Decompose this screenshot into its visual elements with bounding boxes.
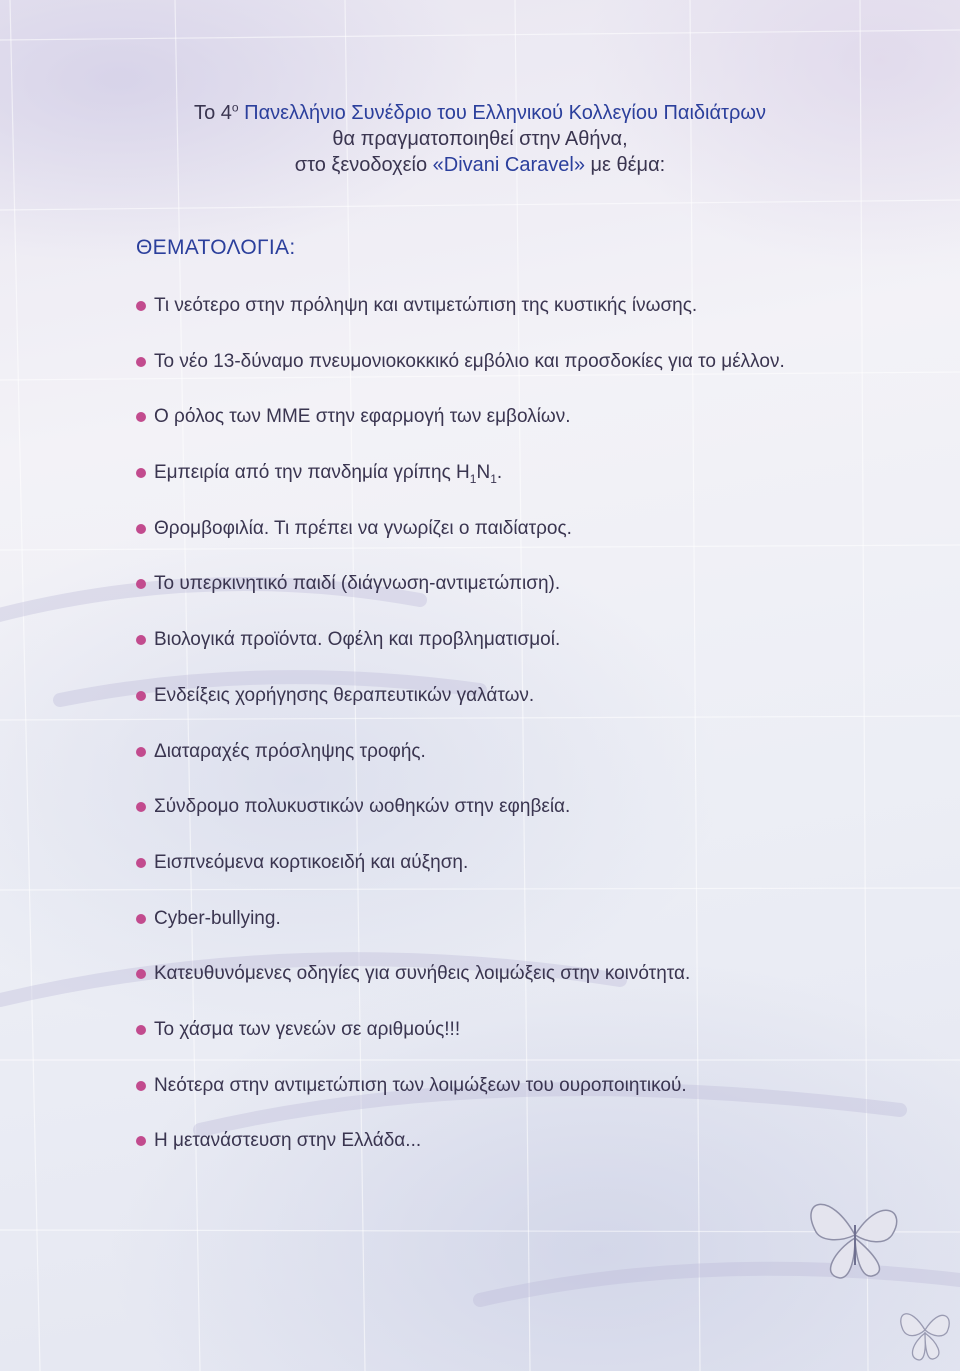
list-item bbox=[136, 1128, 916, 1184]
topic-text: Διαταραχές πρόσληψης τροφής. bbox=[154, 740, 426, 762]
congress-name: Πανελλήνιο Συνέδριο του Ελληνικού Κολλεγίου Παιδιάτρων bbox=[238, 102, 766, 124]
bullet-icon bbox=[136, 524, 146, 534]
bullet-icon bbox=[136, 468, 146, 478]
intro-text bbox=[0, 100, 960, 178]
topic-text: Σύνδρομο πολυκυστικών ωοθηκών στην εφηβεία. bbox=[154, 796, 571, 818]
bullet-icon bbox=[136, 858, 146, 868]
list-item bbox=[136, 961, 916, 1017]
bullet-icon bbox=[136, 412, 146, 422]
topic-text: Κατευθυνόμενες οδηγίες για συνήθεις λοιμώξεις στην κοινότητα. bbox=[154, 963, 691, 985]
bullet-icon bbox=[136, 802, 146, 812]
bullet-icon bbox=[136, 969, 146, 979]
intro-line-1 bbox=[0, 100, 960, 126]
bullet-icon bbox=[136, 1136, 146, 1146]
topics-heading: ΘΕΜΑΤΟΛΟΓΙΑ: bbox=[136, 236, 296, 259]
list-item bbox=[136, 460, 916, 516]
list-item bbox=[136, 349, 916, 405]
intro-line-1-prefix: Το 4 bbox=[194, 102, 232, 124]
list-item bbox=[136, 627, 916, 683]
topic-text-mid: Ν bbox=[476, 462, 491, 484]
bullet-icon bbox=[136, 747, 146, 757]
intro-line-3-prefix: στο ξενοδοχείο bbox=[294, 154, 433, 176]
topic-text: Ενδείξεις χορήγησης θεραπευτικών γαλάτων. bbox=[154, 684, 535, 706]
butterfly-small-icon bbox=[895, 1300, 955, 1365]
topic-text: Τι νεότερο στην πρόληψη και αντιμετώπιση της κυστικής ίνωσης. bbox=[154, 295, 698, 316]
topic-text: Cyber-bullying. bbox=[154, 907, 281, 929]
bullet-icon bbox=[136, 635, 146, 645]
bullet-icon bbox=[136, 357, 146, 367]
intro-line-2: θα πραγματοποιηθεί στην Αθήνα, bbox=[332, 128, 628, 150]
intro-line-3 bbox=[0, 152, 960, 178]
bullet-icon bbox=[136, 579, 146, 589]
subscript: 1 bbox=[469, 471, 477, 486]
topic-text: Το νέο 13-δύναμο πνευμονιοκοκκικό εμβόλιο και προσδοκίες για το μέλλον. bbox=[154, 350, 785, 372]
bullet-icon bbox=[136, 301, 146, 311]
list-item bbox=[136, 571, 916, 627]
topic-text: Το υπερκινητικό παιδί (διάγνωση-αντιμετώπιση). bbox=[154, 573, 561, 595]
bullet-icon bbox=[136, 1081, 146, 1091]
list-item bbox=[136, 293, 916, 349]
butterfly-large-icon bbox=[800, 1180, 910, 1290]
intro-line-3-rest: με θέμα: bbox=[584, 154, 666, 176]
list-item bbox=[136, 1073, 916, 1129]
list-item bbox=[136, 683, 916, 739]
topics-list bbox=[136, 293, 916, 1184]
subscript: 1 bbox=[490, 471, 497, 486]
bullet-icon bbox=[136, 914, 146, 924]
topic-text: Βιολογικά προϊόντα. Οφέλη και προβληματισμοί. bbox=[154, 629, 561, 651]
list-item bbox=[136, 906, 916, 962]
list-item bbox=[136, 739, 916, 795]
topic-text-suffix: . bbox=[496, 462, 503, 484]
list-item bbox=[136, 850, 916, 906]
topic-text: Εισπνεόμενα κορτικοειδή και αύξηση. bbox=[154, 851, 469, 873]
list-item bbox=[136, 516, 916, 572]
topic-text: Το χάσμα των γενεών σε αριθμούς!!! bbox=[154, 1018, 461, 1040]
list-item bbox=[136, 1017, 916, 1073]
topic-text: Νεότερα στην αντιμετώπιση των λοιμώξεων του ουροποιητικού. bbox=[154, 1074, 687, 1096]
topic-text: Ο ρόλος των ΜΜΕ στην εφαρμογή των εμβολίων. bbox=[154, 406, 571, 428]
hotel-name: «Divani Caravel» bbox=[432, 154, 585, 176]
bullet-icon bbox=[136, 691, 146, 701]
topic-text-prefix: Εμπειρία από την πανδημία γρίπης Η bbox=[154, 462, 470, 484]
topic-text: Η μετανάστευση στην Ελλάδα... bbox=[154, 1130, 422, 1152]
ordinal-superscript: ο bbox=[231, 100, 239, 115]
list-item bbox=[136, 404, 916, 460]
bullet-icon bbox=[136, 1025, 146, 1035]
topic-text bbox=[154, 460, 502, 486]
topic-text: Θρομβοφιλία. Τι πρέπει να γνωρίζει ο παιδίατρος. bbox=[154, 517, 572, 539]
list-item bbox=[136, 794, 916, 850]
